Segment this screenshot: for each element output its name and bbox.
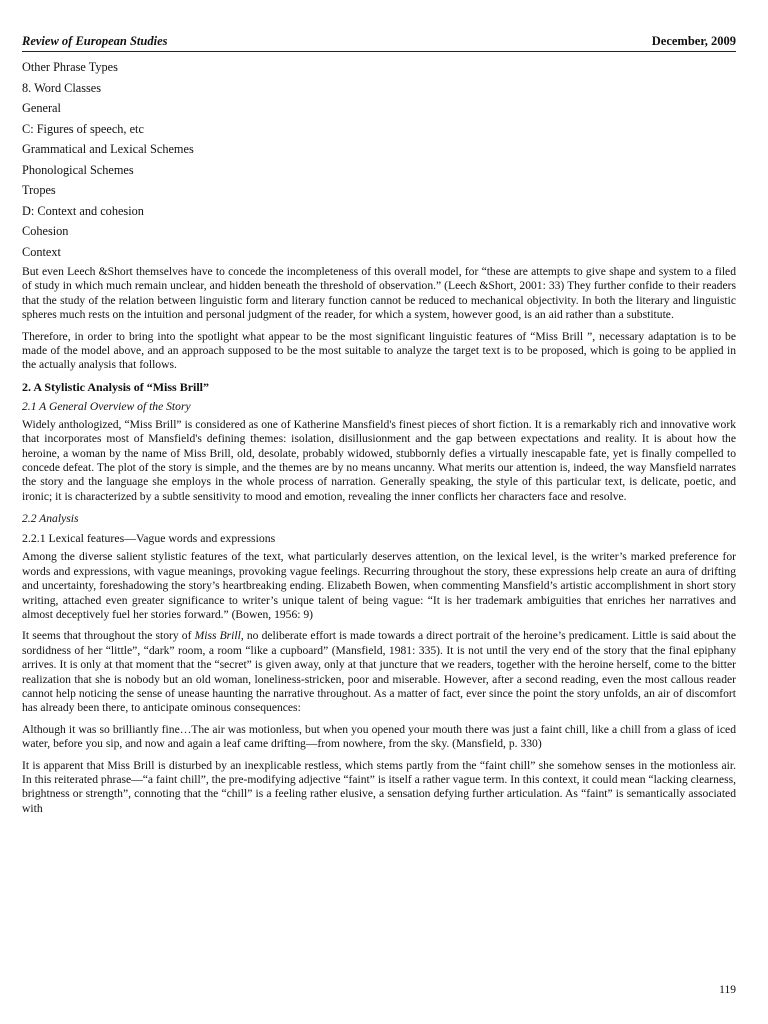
paragraph-overview: Widely anthologized, “Miss Brill” is considered as one of Katherine Mansfield's finest pieces of short fiction. It is a remarkably rich and innovative work that incorporates most of Mansfield's defining themes: isolation, disillusionment and the gap between expectations and reality. It is about how the heroine, a woman by the name of Miss Brill, old, desolate, probably widowed, stubbornly defies a virtually inescapable fate, yet is finally compelled to concede defeat. The plot of the story is simple, and the themes are by no means uncanny. What merits our attention is, indeed, the way Mansfield narrates the story and the language she employs in the whole process of narration. Generally speaking, the style of this particular text, is delicate, poetic, and ironic; it is characterized by a subtle sensitivity to mood and emotion, revealing the inner conflicts her characters face and resolve. xyxy=(22,417,736,503)
outline-item: Phonological Schemes xyxy=(22,162,134,177)
paragraph-lexical-features: Among the diverse salient stylistic features of the text, what particularly deserves attention, on the lexical level, is the writer’s marked preference for words and expressions, with vague meanings, provoking vague feelings. Recurring throughout the story, these expressions help create an aura of drifting and uncertainty, foreshadowing the story’s heartbreaking ending. Elizabeth Bowen, when commenting Mansfield’s artistic accomplishment in short story writing, attached even greater significance to writer’s unique talent of being vague: “It is her trademark ambiguities that enriches her narratives and almost deceptively fuel her stories forward.” (Bowen, 1956: 9) xyxy=(22,550,736,621)
outline-item: Tropes xyxy=(22,183,56,197)
running-head xyxy=(22,34,736,52)
paragraph-model-limitations: But even Leech &Short themselves have to concede the incompleteness of this overall model, for “these are attempts to give shape and system to a filed of study in which much remain unclear, and hidden beneath the threshold of observation.” (Leech &Short, 2001: 33) They further confide to their readers that the study of the relation between linguistic form and literary function cannot be reduced to mechanical objectivity. In both the literary and linguistic spheres much rests on the intuition and personal judgment of the reader, for which a system, however good, is an aid rather than a substitute. xyxy=(22,265,736,322)
outline-item: Grammatical and Lexical Schemes xyxy=(22,142,194,156)
outline-item: Other Phrase Types xyxy=(22,60,118,74)
page-number: 119 xyxy=(719,984,736,996)
subsubsection-heading: 2.2.1 Lexical features—Vague words and expressions xyxy=(22,531,276,546)
model-outline-list xyxy=(22,57,736,262)
paragraph-predicament xyxy=(22,629,736,715)
text-span: It seems that throughout the story of xyxy=(22,629,195,643)
outline-item: Cohesion xyxy=(22,224,69,238)
paragraph-adaptation: Therefore, in order to bring into the spotlight what appear to be the most significant linguistic features of “Miss Brill ”, necessary adaptation is to be made of the model above, and an approach supposed to be the most suitable to analyze the target text is to be proposed, which is going to be applied in the actually analysis that follows. xyxy=(22,329,736,372)
subsection-heading: 2.1 A General Overview of the Story xyxy=(22,399,191,413)
story-title: Miss Brill xyxy=(194,629,241,643)
journal-title: Review of European Studies xyxy=(22,34,168,48)
section-heading: 2. A Stylistic Analysis of “Miss Brill” xyxy=(22,379,210,394)
outline-item: General xyxy=(22,101,61,115)
outline-item: C: Figures of speech, etc xyxy=(22,121,144,136)
paragraph-faint-chill: It is apparent that Miss Brill is disturbed by an inexplicable restless, which stems partly from the “faint chill” she somehow senses in the motionless air. In this reiterated phrase—“a faint chill”, the pre-modifying adjective “faint” is itself a rather vague term. In this context, it could mean “lacking clearness, brightness or strength”, connoting that the “chill” is a feeling rather elusive, a sensation defying further articulation. As “faint” is semantically associated with xyxy=(22,758,736,815)
outline-item: Context xyxy=(22,244,61,259)
issue-date: December, 2009 xyxy=(651,34,736,48)
document-page xyxy=(22,34,736,823)
text-span: , no deliberate effort is made towards a direct portrait of the heroine’s predicament. Little is said about the sordidness of her “little”, “dark” room, a room “like a cupboard” (Mansfield, 1981: 335). It is not until the very end of the story that the final epiphany arrives. It is only at that moment that the “secret” is given away, only at that juncture that we readers, together with the heroine herself, come to the bitter realization that she is nobody but an old woman, loneliness-stricken, poor and miserable. However, after a second reading, even the most callous reader cannot help noticing the sense of unease haunting the narrative throughout. As a matter of fact, ever since the point the story unfolds, an air of discomfort has already been there, to anticipate ominous consequences: xyxy=(22,629,736,715)
block-quotation: Although it was so brilliantly fine…The air was motionless, but when you opened your mouth there was just a faint chill, like a chill from a glass of iced water, before you sip, and now and again a leaf came drifting—from nowhere, from the sky. (Mansfield, p. 330) xyxy=(22,722,736,751)
subsection-heading: 2.2 Analysis xyxy=(22,512,79,526)
outline-item: 8. Word Classes xyxy=(22,80,102,95)
outline-item: D: Context and cohesion xyxy=(22,203,144,218)
